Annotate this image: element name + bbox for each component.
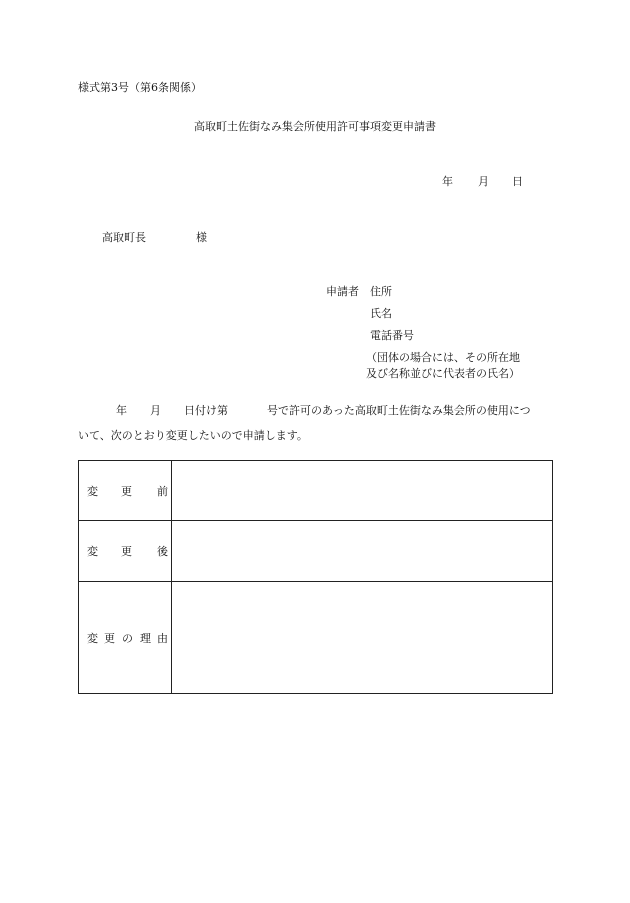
applicant-name-label: 氏名 <box>370 307 392 320</box>
body-day-number: 日付け第 <box>184 404 228 417</box>
body-text-line2: いて、次のとおり変更したいので申請します。 <box>78 429 308 442</box>
label-char: の <box>122 631 133 645</box>
document-title: 高取町土佐街なみ集会所使用許可事項変更申請書 <box>194 120 436 133</box>
field-reason[interactable] <box>172 582 553 694</box>
row-after <box>79 521 553 582</box>
applicant-phone-label: 電話番号 <box>370 329 414 342</box>
label-after <box>79 521 172 582</box>
applicant-label: 申請者 <box>326 285 359 298</box>
label-char: 前 <box>157 484 168 498</box>
label-char: 後 <box>157 545 168 558</box>
label-char: 理 <box>140 631 151 645</box>
change-table <box>78 460 553 694</box>
label-char: 更 <box>104 631 115 645</box>
applicant-note-line1: （団体の場合には、その所在地 <box>366 351 520 364</box>
date-day: 日 <box>512 175 523 188</box>
label-char: 更 <box>121 484 132 498</box>
label-char: 変 <box>87 631 98 645</box>
row-reason <box>79 582 553 694</box>
row-before <box>79 461 553 521</box>
label-char: 更 <box>121 545 132 558</box>
body-text-line1: 号で許可のあった高取町土佐街なみ集会所の使用につ <box>267 404 531 417</box>
field-before[interactable] <box>172 461 553 521</box>
field-after[interactable] <box>172 521 553 582</box>
applicant-address-label: 住所 <box>370 285 392 298</box>
body-month: 月 <box>150 404 161 417</box>
date-year: 年 <box>442 175 453 188</box>
addressee-name: 高取町長 <box>102 231 146 244</box>
label-reason <box>79 582 172 694</box>
label-char: 変 <box>87 545 98 558</box>
label-char: 変 <box>87 484 98 498</box>
label-before <box>79 461 172 521</box>
addressee-honorific: 様 <box>196 231 207 244</box>
applicant-note-line2: 及び名称並びに代表者の氏名） <box>366 367 520 380</box>
label-char: 由 <box>157 631 168 645</box>
form-number: 様式第3号（第6条関係） <box>78 81 202 94</box>
body-year: 年 <box>116 404 127 417</box>
date-month: 月 <box>478 175 489 188</box>
